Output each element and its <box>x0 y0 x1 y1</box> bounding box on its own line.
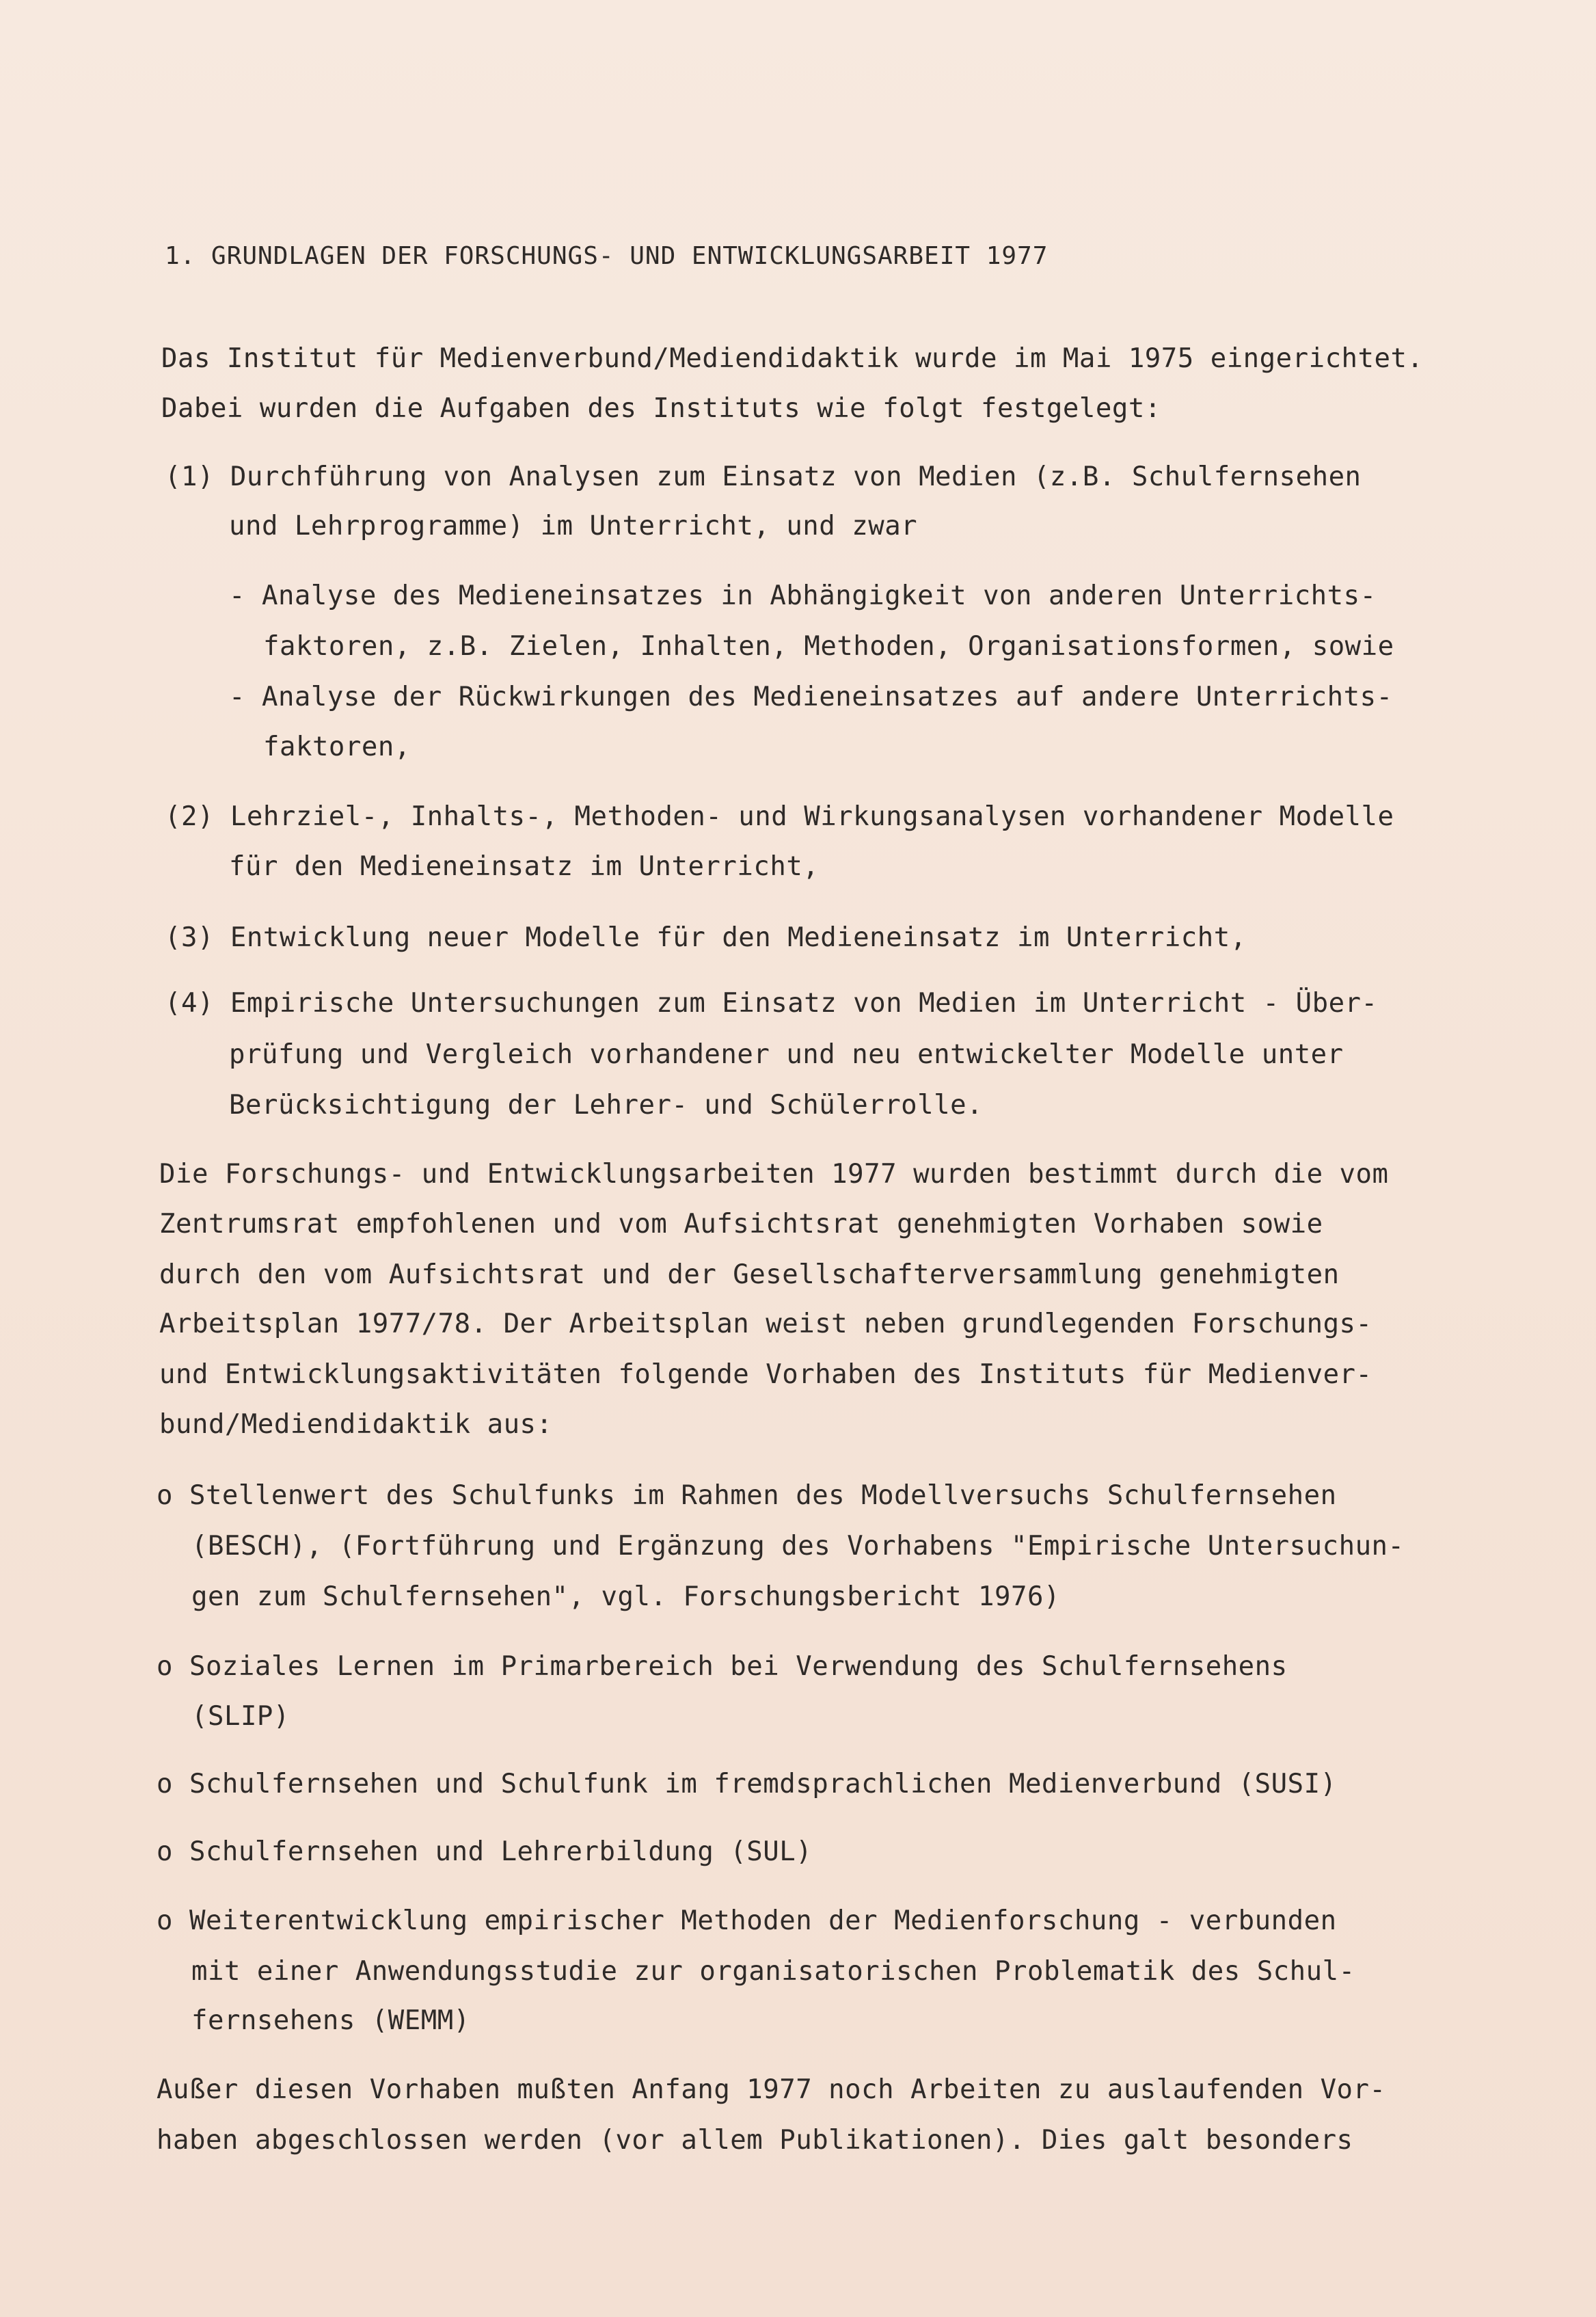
project-sul-line: o Schulfernsehen und Lehrerbildung (SUL) <box>157 1836 813 1867</box>
task-2-line-1: (2) Lehrziel-, Inhalts-, Methoden- und Wirkungsanalysen vorhandener Modelle <box>165 801 1394 832</box>
project-besch-line-1: o Stellenwert des Schulfunks im Rahmen des Modellversuchs Schulfernsehen <box>157 1480 1337 1511</box>
project-wemm-line-1: o Weiterentwicklung empirischer Methoden der Medienforschung - verbunden <box>157 1905 1337 1936</box>
project-slip-line-2: (SLIP) <box>191 1701 290 1732</box>
project-besch-line-3: gen zum Schulfernsehen", vgl. Forschungsbericht 1976) <box>191 1581 1060 1612</box>
project-slip-line-1: o Soziales Lernen im Primarbereich bei Verwendung des Schulfernsehens <box>157 1651 1288 1682</box>
task-1-sub-line-4: faktoren, <box>263 732 411 762</box>
project-besch-line-2: (BESCH), (Fortführung und Ergänzung des Vorhabens "Empirische Untersuchun- <box>191 1531 1405 1562</box>
closing-line-1: Außer diesen Vorhaben mußten Anfang 1977 noch Arbeiten zu auslaufenden Vor- <box>157 2074 1386 2105</box>
intro-line-1: Das Institut für Medienverbund/Mediendidaktik wurde im Mai 1975 eingerichtet. <box>161 343 1424 374</box>
paragraph-2-line-4: Arbeitsplan 1977/78. Der Arbeitsplan weist neben grundlegenden Forschungs- <box>159 1309 1372 1339</box>
project-susi-line: o Schulfernsehen und Schulfunk im fremdsprachlichen Medienverbund (SUSI) <box>157 1769 1337 1799</box>
paragraph-2-line-1: Die Forschungs- und Entwicklungsarbeiten 1977 wurden bestimmt durch die vom <box>159 1159 1389 1190</box>
intro-line-2: Dabei wurden die Aufgaben des Instituts wie folgt festgelegt: <box>161 393 1161 424</box>
paragraph-2-line-6: bund/Mediendidaktik aus: <box>159 1409 553 1440</box>
closing-line-2: haben abgeschlossen werden (vor allem Publikationen). Dies galt besonders <box>157 2125 1353 2156</box>
task-1-sub-line-2: faktoren, z.B. Zielen, Inhalten, Methoden, Organisationsformen, sowie <box>263 631 1394 662</box>
task-2-line-2: für den Medieneinsatz im Unterricht, <box>229 851 820 882</box>
task-3-line: (3) Entwicklung neuer Modelle für den Medieneinsatz im Unterricht, <box>165 922 1247 953</box>
task-1-sub-line-1: - Analyse des Medieneinsatzes in Abhängigkeit von anderen Unterrichts- <box>229 580 1377 611</box>
task-4-line-1: (4) Empirische Untersuchungen zum Einsatz von Medien im Unterricht - Über- <box>165 988 1378 1019</box>
project-wemm-line-3: fernsehens (WEMM) <box>191 2005 470 2036</box>
paragraph-2-line-5: und Entwicklungsaktivitäten folgende Vorhaben des Instituts für Medienver- <box>159 1359 1372 1390</box>
project-wemm-line-2: mit einer Anwendungsstudie zur organisatorischen Problematik des Schul- <box>191 1956 1355 1987</box>
paragraph-2-line-3: durch den vom Aufsichtsrat und der Gesellschafterversammlung genehmigten <box>159 1259 1340 1290</box>
section-heading: 1. GRUNDLAGEN DER FORSCHUNGS- UND ENTWICKLUNGSARBEIT 1977 <box>165 242 1049 270</box>
task-1-line-1: (1) Durchführung von Analysen zum Einsatz von Medien (z.B. Schulfernsehen <box>165 461 1362 492</box>
task-1-line-2: und Lehrprogramme) im Unterricht, und zwar <box>229 511 918 541</box>
task-4-line-3: Berücksichtigung der Lehrer- und Schülerrolle. <box>229 1090 984 1121</box>
task-1-sub-line-3: - Analyse der Rückwirkungen des Medieneinsatzes auf andere Unterrichts- <box>229 682 1393 712</box>
task-4-line-2: prüfung und Vergleich vorhandener und neu entwickelter Modelle unter <box>229 1039 1344 1070</box>
paragraph-2-line-2: Zentrumsrat empfohlenen und vom Aufsichtsrat genehmigten Vorhaben sowie <box>159 1209 1323 1240</box>
